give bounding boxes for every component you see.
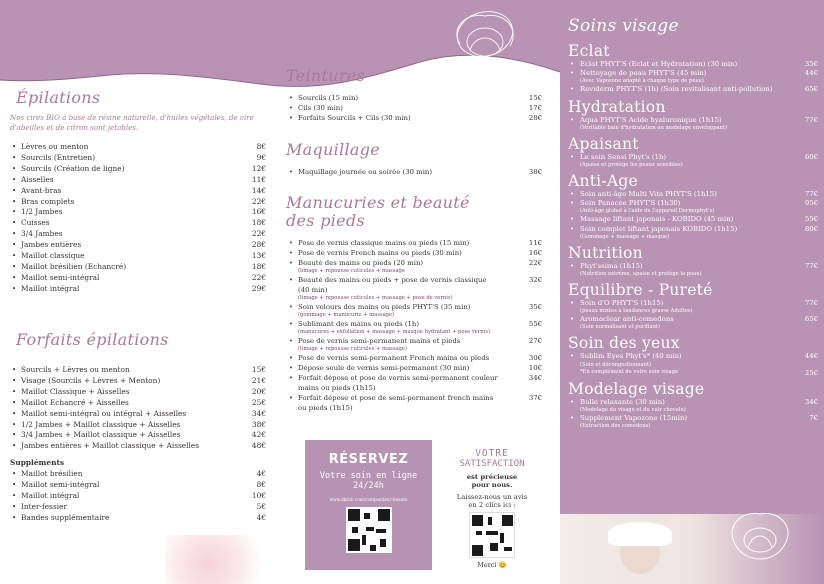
manucurie-item: [286, 319, 542, 336]
soin-item-note: (Avec Vapozone adapté à chaque type de peau): [580, 78, 704, 85]
epilation-item: [10, 229, 266, 240]
manucurie-item: [286, 363, 542, 373]
teintures-section: [286, 66, 542, 123]
manucurie-item-price: 37€: [528, 394, 542, 402]
soin-item-note: (Gommage + massage + masque): [580, 233, 670, 240]
soin-item-price: 44€: [804, 69, 818, 78]
epilation-item-price: 28€: [251, 240, 266, 250]
soin-section-title: Eclat: [568, 42, 610, 60]
forfait-item-name: • Jambes entières + Maillot classique + Aisselles: [21, 441, 200, 451]
epilations-title: Épilations: [16, 88, 101, 107]
supplement-item-name: • Inter-fessier: [21, 501, 68, 511]
soin-item-name: • Soin anti-âge Multi Vita PHYT'S (1h15): [580, 190, 717, 199]
soin-section-list: [560, 60, 824, 95]
manucurie-item-name: Sublimant des mains ou pieds (1h): [298, 320, 420, 328]
forfait-item-name: • 1/2 Jambes + Maillot classique + Aisselles: [21, 419, 181, 429]
supplement-item: [10, 513, 266, 524]
epilation-item: [10, 207, 266, 218]
forfaits-list: [10, 365, 266, 452]
epilation-item-name: • Maillot semi-intégral: [21, 272, 100, 282]
forfait-item-price: 25€: [251, 397, 266, 407]
forfait-item-name: • Maillot Classique + Aisselles: [21, 386, 130, 396]
supplement-item: [10, 480, 266, 491]
soin-item-name: • Massage liftant japonais - KOBIDO (45 min): [580, 215, 734, 224]
soin-item: [560, 116, 824, 125]
soin-section-list: [560, 398, 824, 430]
manucurie-item-price: 30€: [528, 354, 542, 362]
satisfaction-title-1: VOTRE: [475, 448, 509, 459]
soin-item-note: (Soin normalisant et purifiant): [580, 324, 661, 331]
manucurie-item-price: 55€: [528, 320, 542, 328]
soin-section-list: [560, 116, 824, 132]
manucurie-item-name: Forfait dépose et pose de vernis semi-permanent couleur mains ou pieds (1h15): [298, 374, 498, 392]
epilation-item-name: • Cuisses: [21, 218, 50, 228]
soin-section-title: Anti-Age: [568, 172, 638, 191]
supplements-list: [10, 469, 266, 524]
teintures-list: [286, 93, 542, 123]
soin-item-price: 34€: [804, 397, 818, 406]
flower-decoration-bottom: [720, 504, 800, 574]
soin-item: [560, 85, 824, 94]
soins-visage-panel: [560, 0, 824, 584]
soin-item-name: • Supplément Vapozone (15min): [580, 413, 688, 422]
maquillage-item-price: 38€: [528, 168, 542, 176]
manucurie-item-price: 27€: [528, 337, 542, 345]
soin-item-name: • Aqua PHYT'S Acide hyaluronique (1h15): [580, 115, 722, 124]
soin-item-name: • Soin complet liftant japonais KOBIDO (1h15): [580, 224, 738, 233]
teinture-item-name: Forfaits Sourcils + Cils (30 min): [298, 114, 411, 122]
epilation-item: [10, 273, 266, 284]
reserve-box[interactable]: [305, 440, 432, 570]
epilation-item: [10, 153, 266, 164]
soin-section-title: Soin des yeux: [568, 334, 680, 353]
supplement-item-name: • Maillot brésilien: [21, 469, 83, 479]
epilation-item-price: 14€: [251, 185, 266, 195]
satisfaction-section: [440, 448, 544, 569]
soin-item: [560, 262, 824, 271]
epilations-section: [10, 88, 266, 295]
soin-item-name: • Le soin Sensi Phyt's (1h): [580, 152, 667, 161]
supplement-item-price: 8€: [256, 480, 266, 490]
manucurie-item-note: (manucures + exfoliation + massage + masque hydratant + pose vernis): [298, 329, 491, 335]
review-qr-code[interactable]: [469, 512, 515, 558]
epilation-item-price: 22€: [251, 196, 266, 206]
epilation-item-price: 9€: [256, 152, 266, 162]
soin-item-price: 80€: [804, 224, 818, 233]
soin-section-list: [560, 153, 824, 169]
forfait-item-price: 38€: [251, 419, 266, 429]
reserve-qr-code[interactable]: [346, 507, 392, 553]
soin-item: [560, 153, 824, 162]
supplement-item-name: • Maillot intégral: [21, 491, 80, 501]
epilation-item-price: 18€: [251, 218, 266, 228]
epilation-item-price: 13€: [251, 251, 266, 261]
teinture-item: [286, 103, 542, 113]
epilation-item-name: • Lèvres ou menton: [21, 142, 89, 151]
soin-item: [560, 215, 824, 224]
soin-item-name: • Aromaclear anti-comedons: [580, 315, 674, 324]
epilation-item: [10, 186, 266, 197]
soin-item: [560, 414, 824, 423]
satisfaction-title-2: SATISFACTION: [459, 459, 525, 469]
supplement-item: [10, 491, 266, 502]
soin-section-title: Apaisant: [568, 134, 639, 153]
epilation-item-price: 29€: [251, 283, 266, 293]
forfait-item-name: • Visage (Sourcils + Lèvres + Menton): [21, 375, 161, 385]
supplement-item-price: 10€: [251, 491, 266, 501]
reserve-title: RÉSERVEZ: [328, 452, 409, 467]
soin-item-note: (Nutrition extrême, apaise et protège la peau): [580, 271, 702, 278]
manucurie-item-price: 22€: [528, 259, 542, 267]
epilation-item-name: • Maillot brésilien (Echancré): [21, 261, 127, 271]
manucuries-section: [286, 194, 542, 413]
forfait-item: [10, 420, 266, 431]
forfait-item-price: 20€: [251, 386, 266, 396]
soin-item-name: • Phyt'ssima (1h15): [580, 261, 643, 270]
epilation-item-price: 12€: [251, 163, 266, 173]
forfait-item-price: 34€: [251, 408, 266, 418]
reserve-line2: 24/24h: [353, 481, 384, 491]
manucurie-item-note: (limage + repousse cuticules + massage): [298, 346, 407, 352]
forfait-item: [10, 398, 266, 409]
manucurie-item-name: Beauté des mains ou pieds (20 min): [298, 259, 424, 267]
soin-item: [560, 190, 824, 199]
manucurie-item-note: (limage + repousse cuticules + massage + pose de vernis): [298, 295, 453, 301]
teinture-item: [286, 113, 542, 123]
soin-item: [560, 199, 824, 208]
manucurie-item: [286, 373, 542, 393]
soin-item: [560, 398, 824, 407]
manucurie-item-name: Pose de vernis semi-permanent French mains ou pieds: [298, 354, 490, 362]
epilation-item: [10, 284, 266, 295]
soin-item: [560, 60, 824, 69]
soin-item-note: (Modelage du visage et du cuir chevelu): [580, 406, 686, 413]
soin-item-price: 7€: [809, 413, 818, 422]
soin-item-note: (peaux mixtes à tendances grasse Adultes): [580, 308, 693, 315]
supplement-item-price: 4€: [256, 469, 266, 479]
teinture-item-price: 28€: [528, 114, 542, 122]
forfait-item-name: • Sourcils + Lèvres ou menton: [21, 365, 130, 374]
maquillage-title: Maquillage: [286, 140, 381, 159]
supplement-item-name: • Maillot semi-intégral: [21, 480, 100, 490]
soin-item-note: (Véritable bain d'hydratation au modelage enveloppant): [580, 124, 728, 131]
epilation-item-name: • 1/2 Jambes: [21, 207, 63, 217]
forfait-item: [10, 430, 266, 441]
epilation-item-name: • Avant-bras: [21, 185, 62, 195]
supplement-item: [10, 469, 266, 480]
forfaits-section: [10, 330, 266, 524]
epilation-item: [10, 262, 266, 273]
teinture-item-name: Cils (30 min): [298, 104, 343, 112]
manucurie-item-price: 34€: [528, 374, 542, 382]
satisfaction-text-3: Laissez-nous un avis: [456, 493, 528, 501]
soin-item-price: 65€: [804, 315, 818, 324]
manucurie-item-price: 11€: [528, 239, 542, 247]
soin-item-price: 77€: [804, 190, 818, 199]
forfait-item-name: • Maillot semi-intégral ou intégral + Aisselles: [21, 408, 187, 418]
epilation-item: [10, 197, 266, 208]
soins-sections: [560, 42, 824, 430]
epilation-item-name: • Aisselles: [21, 174, 54, 184]
soin-item-price: 77€: [804, 299, 818, 308]
soin-item-price: 44€: [804, 352, 818, 361]
soins-visage-title: Soins visage: [568, 16, 679, 36]
teinture-item-price: 17€: [528, 104, 542, 112]
soin-item: [560, 69, 824, 78]
soin-item-price: 77€: [804, 115, 818, 124]
manucurie-item-price: 35€: [528, 303, 542, 311]
epilation-item-name: • Jambes entières: [21, 240, 82, 250]
maquillage-item-name: Maquillage journée ou soirée (30 min): [298, 168, 433, 176]
soin-item-name: • Soin d'O PHYT'S (1h15): [580, 299, 664, 308]
manucurie-item-price: 16€: [528, 249, 542, 257]
epilation-item-name: • Maillot classique: [21, 251, 85, 261]
teinture-item-price: 15€: [528, 94, 542, 102]
satisfaction-text-4: en 2 clics ici :: [468, 501, 516, 509]
forfait-item: [10, 441, 266, 452]
manucurie-item-name: Pose de vernis French mains ou pieds (30 min): [298, 249, 462, 257]
teinture-item-name: Sourcils (15 min): [298, 94, 359, 102]
forfait-item: [10, 409, 266, 420]
soin-item-price: 77€: [804, 261, 818, 270]
soin-item-price: 65€: [804, 85, 818, 94]
soin-note-row: [560, 369, 824, 377]
soin-section-list: [560, 190, 824, 241]
epilation-item-name: • Maillot intégral: [21, 283, 80, 293]
supplement-item-name: • Bandes supplémentaire: [21, 512, 110, 522]
maquillage-section: [286, 140, 542, 177]
manucurie-item: [286, 353, 542, 363]
epilation-item-price: 18€: [251, 261, 266, 271]
soin-item-name: • Bulle relaxante (30 min): [580, 397, 665, 406]
manucurie-item: [286, 393, 542, 413]
manucuries-list: [286, 238, 542, 413]
manucurie-item: [286, 275, 542, 302]
soin-section-title: Modelage visage: [568, 379, 705, 398]
soin-item-name: • Nettoyage de peau PHYT'S (45 min): [580, 69, 707, 78]
epilation-item-price: 8€: [256, 142, 266, 151]
epilation-item: [10, 218, 266, 229]
maquillage-item: [286, 167, 542, 177]
manucurie-item-name: Dépose seule de vernis semi-permanent (30 min): [298, 364, 470, 372]
soin-item: [560, 299, 824, 308]
manucurie-item-price: 10€: [528, 364, 542, 372]
soin-item-price: 35€: [804, 60, 818, 68]
manucurie-item-name: Soin velours des mains ou pieds PHYT'S (35 min): [298, 303, 471, 311]
soin-item-note: *En complément de votre soin visage: [580, 368, 678, 375]
maquillage-list: [286, 167, 542, 177]
epilation-item-price: 22€: [251, 272, 266, 282]
soin-item: [560, 352, 824, 361]
epilation-item-name: • Sourcils (Entretien): [21, 152, 96, 162]
epilation-item-name: • Sourcils (Création de ligne): [21, 163, 125, 173]
soin-item-name: • Sublim Eyes Phyt's* (40 min): [580, 352, 682, 361]
soin-item: [560, 315, 824, 324]
forfait-item-name: • Maillot Echancré + Aisselles: [21, 397, 129, 407]
forfait-item-price: 15€: [251, 365, 266, 374]
manucurie-item-name: Pose de vernis semi-permanent mains et pieds: [298, 337, 461, 345]
epilation-item: [10, 240, 266, 251]
soin-item-price: 25€: [804, 368, 818, 377]
reserve-url[interactable]: www.dkrob.com/compositeur-beaute: [329, 497, 408, 502]
manucurie-item-note: (gommage + manucurie + massage): [298, 312, 395, 318]
manucurie-item: [286, 248, 542, 258]
manucurie-item: [286, 336, 542, 353]
satisfaction-text-2: pour nous.: [471, 481, 513, 489]
soin-item-note: (Anti-âge global à l'aide de l'appareil Dermophyt's): [580, 208, 715, 215]
soin-item-price: 55€: [804, 215, 818, 224]
soin-section-title: Equilibre - Pureté: [568, 281, 713, 300]
epilation-item-price: 11€: [251, 174, 266, 184]
forfait-item-name: • 3/4 Jambes + Maillot classique + Aisselles: [21, 430, 181, 440]
manucurie-item-name: Beauté des mains ou pieds + pose de vernis classique (40 min): [298, 276, 487, 294]
manucurie-item-price: 32€: [528, 276, 542, 284]
supplements-title: Suppléments: [10, 458, 65, 468]
supplement-item-price: 5€: [256, 501, 266, 511]
soin-item-note: (Extraction des comédons): [580, 423, 651, 430]
manucurie-item: [286, 302, 542, 319]
manucurie-item: [286, 258, 542, 275]
soin-section-list: [560, 262, 824, 278]
flowers-image: [165, 535, 275, 584]
manucuries-title: Manucuries et beauté des pieds: [286, 193, 470, 230]
soin-item-price: 60€: [804, 152, 818, 161]
soin-section-title: Hydratation: [568, 97, 666, 116]
soin-item-name: • Eclat PHYT'S (Eclat et Hydratation) (30 min): [580, 60, 738, 68]
forfait-item: [10, 365, 266, 376]
epilations-list: [10, 142, 266, 295]
forfait-item-price: 21€: [251, 375, 266, 385]
satisfaction-thanks: Merci 😊: [477, 561, 507, 569]
forfaits-title: Forfaits épilations: [16, 330, 169, 349]
soin-item-note: (Apaise et protège les peaux sensibles): [580, 162, 683, 169]
epilation-item: [10, 164, 266, 175]
manucurie-item-note: (limage + repousse cuticules + massage: [298, 268, 405, 274]
soin-item: [560, 225, 824, 234]
teinture-item: [286, 93, 542, 103]
epilation-item: [10, 175, 266, 186]
supplement-item: [10, 502, 266, 513]
manucurie-item-name: Forfait dépose et pose de semi-permanent french mains ou pieds (1h15): [298, 394, 494, 412]
soin-item-price: 95€: [804, 199, 818, 208]
satisfaction-text-1: est précieuse: [466, 473, 518, 481]
soin-section-title: Nutrition: [568, 243, 643, 262]
manucurie-item-name: Pose de vernis classique mains ou pieds (15 min): [298, 239, 470, 247]
soin-item-name: • Reviderm PHYT'S (1h) (Soin revitalisant anti-pollution): [580, 85, 773, 94]
soin-section-list: [560, 299, 824, 331]
reserve-line1: Votre soin en ligne: [319, 471, 418, 481]
epilation-item: [10, 251, 266, 262]
epilations-intro: Nos cires BIO à base de résine naturelle, d'huiles végétales, de cire d'abeilles et de citron sont jetables.: [10, 113, 254, 132]
manucurie-item: [286, 238, 542, 248]
forfait-item-price: 48€: [251, 441, 266, 451]
teintures-title: Teintures: [286, 66, 366, 85]
epilation-item-name: • Bras complets: [21, 196, 75, 206]
epilation-item: [10, 142, 266, 153]
epilation-item-price: 22€: [251, 229, 266, 239]
supplement-item-price: 4€: [256, 512, 266, 522]
forfait-item: [10, 387, 266, 398]
forfait-item-price: 42€: [251, 430, 266, 440]
forfait-item: [10, 376, 266, 387]
epilation-item-name: • 3/4 Jambes: [21, 229, 63, 239]
soin-section-list: [560, 352, 824, 376]
soin-item-name: • Soin Panacée PHYT'S (1h30): [580, 199, 681, 208]
epilation-item-price: 16€: [251, 207, 266, 217]
soin-item-note: (Soin et décongestionnant): [580, 361, 652, 368]
